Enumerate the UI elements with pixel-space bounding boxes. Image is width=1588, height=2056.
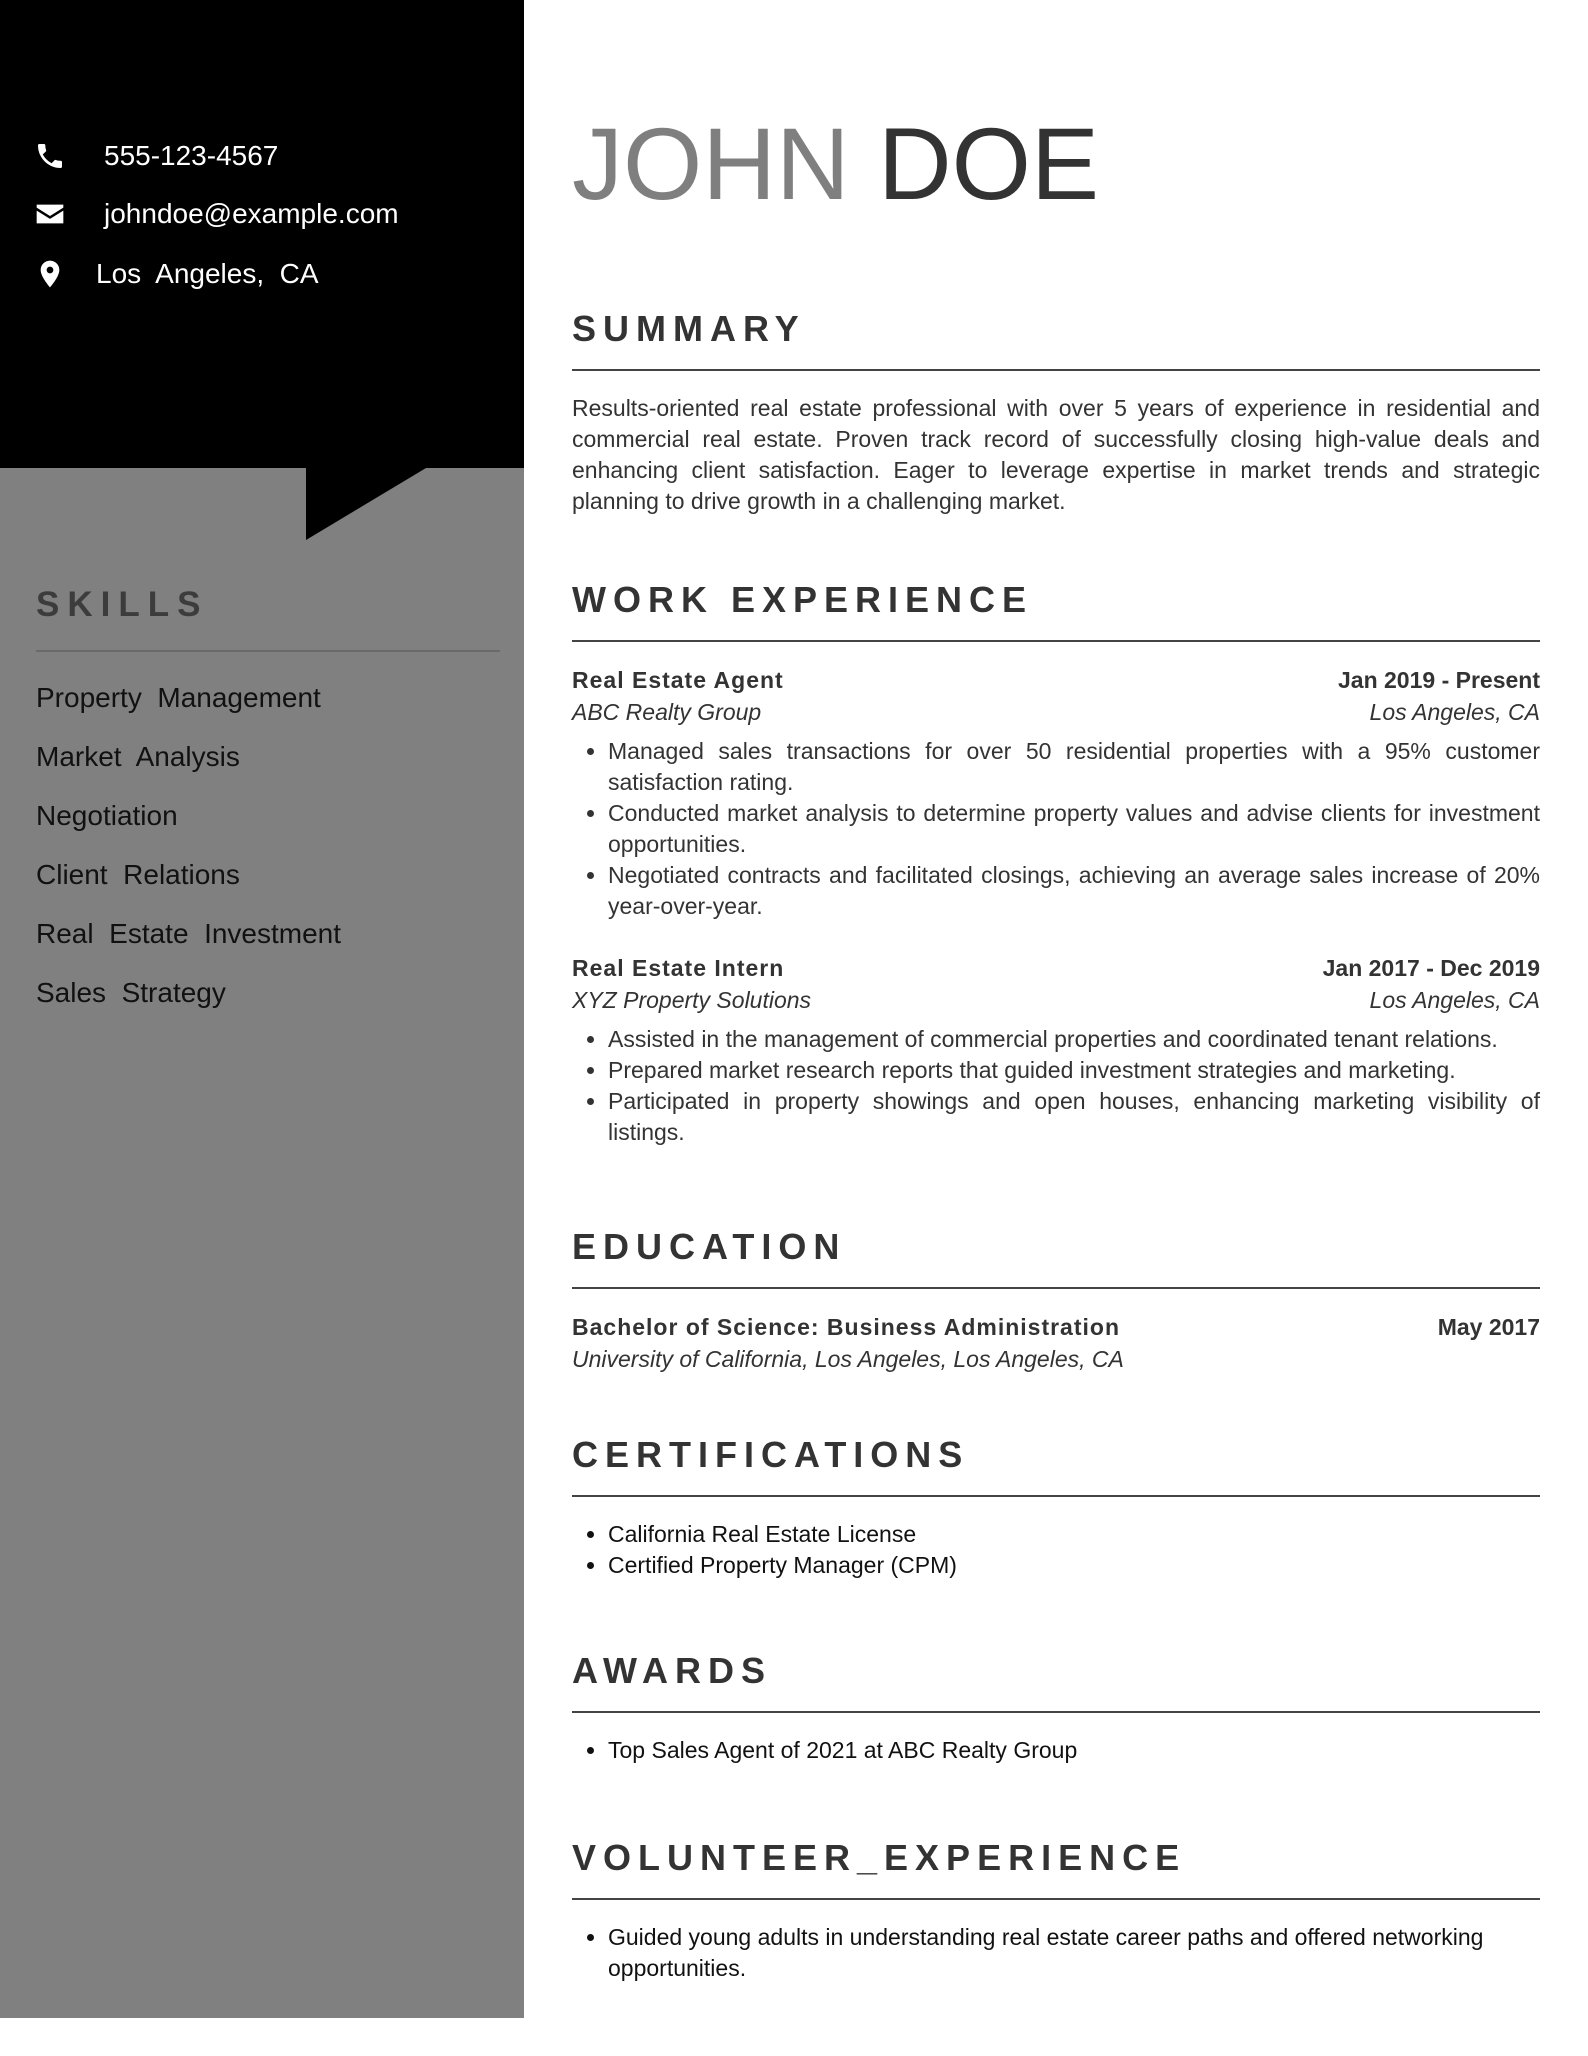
skill-item: Sales Strategy (36, 977, 226, 1008)
skill-item: Market Analysis (36, 741, 240, 772)
awards-list (572, 1735, 1540, 1766)
skill-item: Property Management (36, 682, 321, 713)
award-item: • Top Sales Agent of 2021 at ABC Realty Group (608, 1735, 1540, 1766)
contact-email (34, 198, 399, 230)
job-company: ABC Realty Group (572, 699, 762, 725)
job-bullet: • Prepared market research reports that guided investment strategies and marketing. (608, 1055, 1540, 1086)
job-bullets (572, 736, 1540, 922)
summary-heading: SUMMARY (572, 308, 806, 349)
certifications-heading: CERTIFICATIONS (572, 1434, 970, 1475)
skills-heading: SKILLS (36, 585, 209, 624)
job-title: Real Estate Intern (572, 955, 785, 981)
skill-item: Real Estate Investment (36, 918, 342, 949)
volunteer-list (572, 1922, 1540, 1984)
job-dates: Jan 2019 - Present (1337, 667, 1540, 693)
sidebar (0, 0, 524, 2018)
job-bullet: • Negotiated contracts and facilitated closings, achieving an average sales increase of 20% year-over-year. (608, 860, 1540, 922)
job-entry (572, 952, 1540, 1148)
contact-phone (34, 140, 278, 172)
volunteer-section (572, 1837, 1540, 1984)
awards-divider (572, 1711, 1540, 1713)
job-bullet: • Managed sales transactions for over 50 residential properties with a 95% customer satisfaction rating. (608, 736, 1540, 798)
last-name: DOE (878, 107, 1100, 221)
certifications-list (572, 1519, 1540, 1581)
certification-item: • Certified Property Manager (CPM) (608, 1550, 1540, 1581)
first-name: JOHN (572, 107, 850, 221)
email-text: johndoe@example.com (104, 198, 399, 229)
phone-icon (34, 140, 66, 172)
awards-heading: AWARDS (572, 1650, 773, 1691)
job-location: Los Angeles, CA (1369, 699, 1540, 725)
person-name (572, 108, 1099, 220)
certification-item: • California Real Estate License (608, 1519, 1540, 1550)
envelope-icon (34, 198, 66, 230)
school: University of California, Los Angeles, Los Angeles, CA (572, 1346, 1124, 1372)
map-pin-icon (34, 258, 66, 290)
job-bullet: • Conducted market analysis to determine property values and advise clients for investment opportunities. (608, 798, 1540, 860)
work-heading: WORK EXPERIENCE (572, 579, 1034, 620)
work-divider (572, 640, 1540, 642)
work-section (572, 579, 1540, 1148)
graduation-date: May 2017 (1437, 1314, 1540, 1340)
education-divider (572, 1287, 1540, 1289)
education-section (572, 1226, 1540, 1375)
awards-section (572, 1650, 1540, 1766)
job-bullets (572, 1024, 1540, 1148)
job-company: XYZ Property Solutions (572, 987, 812, 1013)
volunteer-item: • Guided young adults in understanding real estate career paths and offered networking opportunities. (608, 1922, 1540, 1984)
skill-item: Negotiation (36, 800, 178, 831)
job-entry (572, 664, 1540, 922)
certifications-divider (572, 1495, 1540, 1497)
summary-section (572, 308, 1540, 517)
skills-list (36, 668, 341, 1022)
summary-divider (572, 369, 1540, 371)
job-dates: Jan 2017 - Dec 2019 (1322, 955, 1540, 981)
job-title: Real Estate Agent (572, 667, 784, 693)
speech-notch (306, 468, 426, 540)
job-bullet: • Participated in property showings and open houses, enhancing marketing visibility of listings. (608, 1086, 1540, 1148)
skill-item: Client Relations (36, 859, 240, 890)
contact-location (34, 258, 319, 290)
phone-text: 555-123-4567 (104, 140, 279, 171)
volunteer-heading: VOLUNTEER_EXPERIENCE (572, 1837, 1187, 1878)
certifications-section (572, 1434, 1540, 1581)
volunteer-divider (572, 1898, 1540, 1900)
education-entry (572, 1311, 1540, 1375)
summary-text: Results-oriented real estate professional with over 5 years of experience in residential and commercial real estate. Proven track record of successfully closing high-value deals and enhancing client satisfaction. Eager to leverage expertise in market trends and strategic planning to drive growth in a challenging market. (572, 395, 1540, 514)
job-bullet: • Assisted in the management of commercial properties and coordinated tenant relations. (608, 1024, 1540, 1055)
location-text: Los Angeles, CA (96, 258, 319, 289)
skills-divider (36, 650, 500, 652)
job-location: Los Angeles, CA (1369, 987, 1540, 1013)
degree: Bachelor of Science: Business Administration (572, 1314, 1120, 1340)
education-heading: EDUCATION (572, 1226, 847, 1267)
contact-block (0, 0, 524, 468)
